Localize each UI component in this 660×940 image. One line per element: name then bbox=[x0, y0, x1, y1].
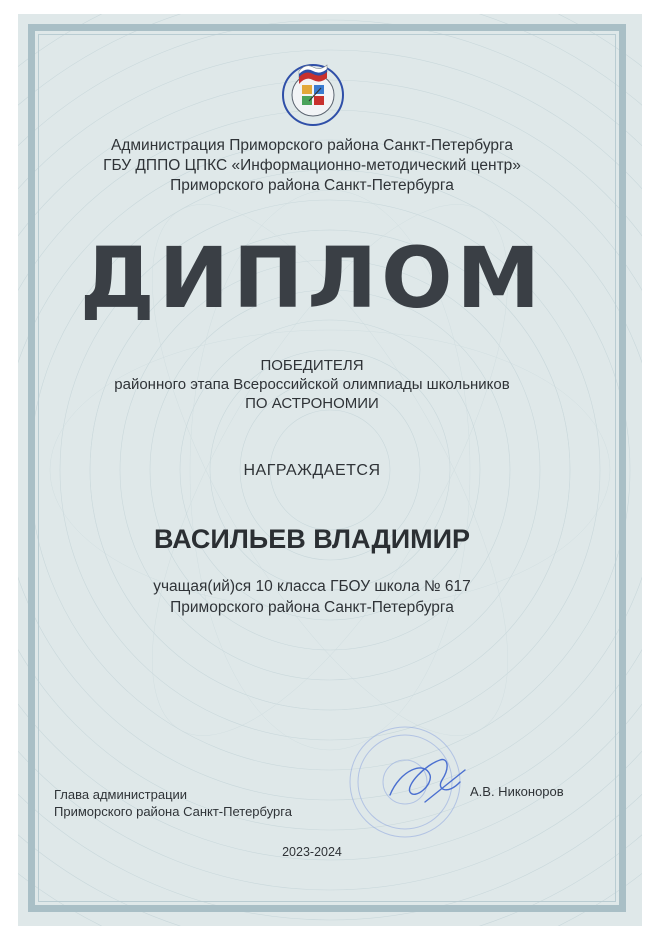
award-line-1: ПОБЕДИТЕЛЯ bbox=[260, 357, 364, 374]
academic-year: 2023-2024 bbox=[282, 845, 342, 859]
signatory-position-line-1: Глава администрации bbox=[54, 787, 188, 802]
school-line-1: учащая(ий)ся 10 класса ГБОУ школа № 617 bbox=[153, 578, 471, 595]
olympiad-emblem-icon bbox=[275, 55, 351, 131]
diploma-title: ДИПЛОМ bbox=[79, 229, 545, 327]
signatory-position bbox=[54, 786, 354, 820]
issuer-line-2: ГБУ ДППО ЦПКС «Информационно-методический центр» bbox=[103, 157, 521, 174]
issuer-line-3: Приморского района Санкт-Петербурга bbox=[170, 177, 454, 194]
issuer-line-1: Администрация Приморского района Санкт-Петербурга bbox=[111, 137, 513, 154]
signatory-name: А.В. Никоноров bbox=[470, 784, 564, 799]
award-block bbox=[40, 356, 584, 413]
signatory-position-line-2: Приморского района Санкт-Петербурга bbox=[54, 804, 292, 819]
school-block bbox=[40, 576, 584, 618]
winner-name: ВАСИЛЬЕВ ВЛАДИМИР bbox=[153, 524, 471, 554]
school-line-2: Приморского района Санкт-Петербурга bbox=[170, 599, 454, 616]
issuer-block bbox=[40, 136, 584, 196]
awarded-label: НАГРАЖДАЕТСЯ bbox=[243, 462, 381, 479]
handwritten-signature bbox=[370, 740, 490, 815]
award-line-2: районного этапа Всероссийской олимпиады школьников bbox=[114, 376, 510, 393]
award-line-3: ПО АСТРОНОМИИ bbox=[245, 395, 379, 412]
